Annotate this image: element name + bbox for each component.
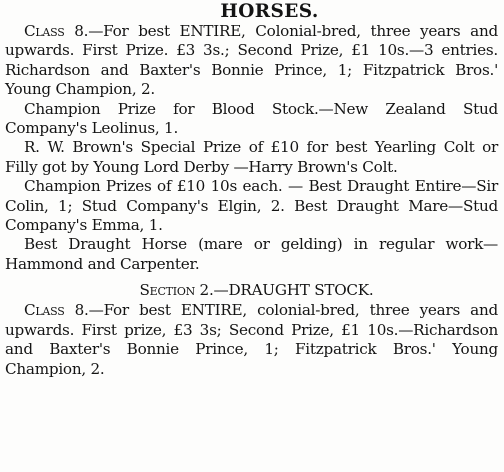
class-8-draught-entire-paragraph — [5, 301, 498, 379]
section-2-heading — [5, 277, 498, 301]
best-draught-horse-paragraph: Best Draught Horse (mare or gelding) in regular work—Hammond and Carpenter. — [5, 235, 498, 273]
champion-prizes-draught-paragraph: Champion Prizes of £10 10s each. — Best Draught Entire—Sir Colin, 1; Stud Company's Elgin, 2. Best Draught Mare—Stud Company's Emma, 1. — [5, 177, 498, 235]
special-prize-paragraph: R. W. Brown's Special Prize of £10 for best Yearling Colt or Filly got by Young Lord Derby —Harry Brown's Colt. — [5, 138, 498, 176]
section-label: Section — [139, 281, 195, 300]
class-8-draught-text: 8.—For best ENTIRE, colonial-bred, three years and upwards. First prize, £3 3s; Second Prize, £1 10s.—Richardson and Baxter's Bonnie Prince, 1; Fitzpatrick Bros.' Young Champion, 2. — [5, 301, 498, 378]
class-8-text: 8.—For best ENTIRE, Colonial-bred, three years and upwards. First Prize. £3 3s.; Second Prize, £1 10s.—3 entries. Richardson and Baxter's Bonnie Prince, 1; Fitzpatrick Bros.' Young Champion, 2. — [5, 22, 498, 99]
section-title: 2.—DRAUGHT STOCK. — [194, 281, 374, 300]
class-8-colonial-entire-paragraph — [5, 22, 498, 100]
class-label: Class — [24, 22, 65, 40]
champion-blood-stock-paragraph: Champion Prize for Blood Stock.—New Zealand Stud Company's Leolinus, 1. — [5, 99, 498, 138]
section-heading-horses: HORSES. — [220, 1, 319, 22]
class-label: Class — [24, 301, 65, 320]
